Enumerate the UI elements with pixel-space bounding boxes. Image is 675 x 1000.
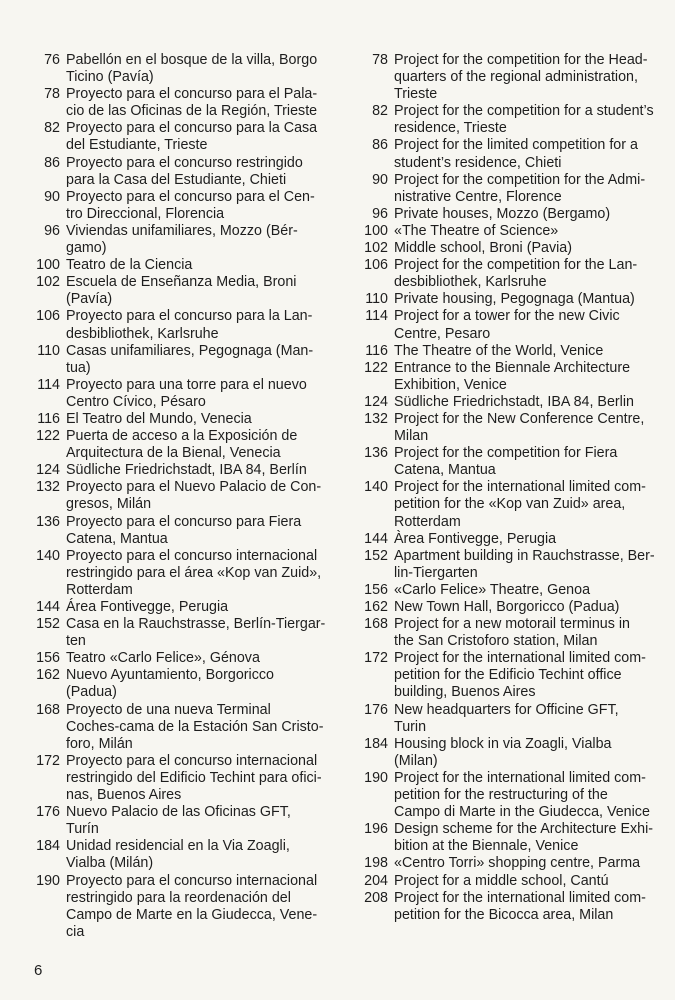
entry-page-number: 110 xyxy=(37,342,60,359)
index-entry xyxy=(350,291,660,308)
entry-title-line: Private housing, Pegognaga (Mantua) xyxy=(394,291,635,308)
entry-title-line: Proyecto para el concurso para la Casa xyxy=(66,120,318,137)
entry-title-line: Project for the competition for a student’s xyxy=(394,103,654,120)
entry-title-line: Proyecto para el concurso para la Lan- xyxy=(66,308,313,325)
entry-title-line: Proyecto para el concurso para el Pala- xyxy=(66,86,318,103)
entry-page-number: 168 xyxy=(36,701,60,718)
entry-title xyxy=(394,343,660,360)
entry-title xyxy=(394,223,660,240)
entry-title-line: Proyecto para el concurso restringido xyxy=(66,154,303,171)
index-entry xyxy=(350,308,660,342)
index-entry xyxy=(22,428,334,462)
entry-title-line: Coches-cama de la Estación San Cristo- xyxy=(66,718,324,735)
entry-page-number: 116 xyxy=(37,410,60,427)
entry-page-number: 114 xyxy=(37,376,60,393)
entry-title-line: Middle school, Broni (Pavia) xyxy=(394,240,572,257)
entry-title-line: Rotterdam xyxy=(394,513,461,530)
entry-title xyxy=(394,855,660,872)
entry-title-line: desbibliothek, Karlsruhe xyxy=(394,274,547,291)
entry-title-line: restringido para la reordenación del xyxy=(66,889,291,906)
index-entry xyxy=(350,411,660,445)
entry-page-number: 152 xyxy=(364,547,388,564)
entry-title-line: Project for the international limited com- xyxy=(394,650,646,667)
entry-title-line: Private houses, Mozzo (Bergamo) xyxy=(394,205,611,222)
entry-title-line: New Town Hall, Borgoricco (Padua) xyxy=(394,599,620,615)
index-entry xyxy=(350,855,660,872)
index-column-spanish xyxy=(22,52,334,941)
entry-title xyxy=(66,548,334,599)
entry-page-number: 168 xyxy=(364,616,388,633)
index-entry xyxy=(22,86,334,120)
entry-page-number: 198 xyxy=(364,855,388,872)
entry-title-line: Apartment building in Rauchstrasse, Ber- xyxy=(394,547,655,564)
entry-page-number: 122 xyxy=(36,428,60,445)
entry-title-line: Unidad residencial en la Via Zoagli, xyxy=(66,838,290,855)
entry-title-line: Project for the international limited com- xyxy=(394,889,646,906)
entry-page-number: 172 xyxy=(36,752,60,769)
entry-title-line: Design scheme for the Architecture Exhi- xyxy=(394,821,654,838)
entry-title-line: petition for the Edificio Techint office xyxy=(394,667,622,684)
entry-title-line: «Carlo Felice» Theatre, Genoa xyxy=(394,581,591,598)
entry-title-line: «Centro Torri» shopping centre, Parma xyxy=(394,855,641,872)
entry-title-line: gamo) xyxy=(66,240,107,257)
entry-title xyxy=(66,257,334,274)
entry-title xyxy=(394,821,660,855)
entry-title xyxy=(394,616,660,650)
entry-title-line: building, Buenos Aires xyxy=(394,684,536,701)
index-entry xyxy=(22,667,334,701)
entry-title-line: (Padua) xyxy=(66,684,117,701)
entry-page-number: 96 xyxy=(372,205,388,222)
entry-page-number: 82 xyxy=(372,103,388,120)
entry-title xyxy=(394,479,660,530)
entry-title-line: nas, Buenos Aires xyxy=(66,787,182,804)
entry-title-line: Catena, Mantua xyxy=(394,462,496,479)
entry-title xyxy=(394,411,660,445)
entry-title-line: gresos, Milán xyxy=(66,496,152,513)
index-entry xyxy=(22,514,334,548)
index-entry xyxy=(22,548,334,599)
entry-page-number: 90 xyxy=(372,171,388,188)
entry-page-number: 114 xyxy=(365,308,388,325)
entry-page-number: 102 xyxy=(364,240,388,257)
entry-title xyxy=(66,52,334,86)
entry-page-number: 106 xyxy=(364,257,388,274)
index-entry xyxy=(350,172,660,206)
index-entry xyxy=(350,599,660,616)
index-entry xyxy=(22,377,334,411)
entry-title xyxy=(66,462,334,479)
entry-title-line: Project for a new motorail terminus in xyxy=(394,616,630,633)
entry-title-line: desbibliothek, Karlsruhe xyxy=(66,325,219,342)
entry-title xyxy=(66,223,334,257)
entry-title xyxy=(66,377,334,411)
entry-title-line: Ticino (Pavía) xyxy=(66,69,154,86)
entry-title-line: lin-Tiergarten xyxy=(394,564,478,581)
entry-title-line: The Theatre of the World, Venice xyxy=(394,342,604,359)
entry-title-line: Entrance to the Biennale Architecture xyxy=(394,359,631,376)
entry-title xyxy=(66,616,334,650)
entry-page-number: 136 xyxy=(36,513,60,530)
index-entry xyxy=(22,223,334,257)
entry-title-line: Proyecto para el concurso internacional xyxy=(66,752,318,769)
entry-page-number: 86 xyxy=(372,137,388,154)
entry-page-number: 136 xyxy=(364,445,388,462)
entry-page-number: 162 xyxy=(36,667,60,684)
entry-title xyxy=(394,445,660,479)
entry-page-number: 144 xyxy=(36,599,60,615)
index-entry xyxy=(350,240,660,257)
entry-title-line: Arquitectura de la Bienal, Venecia xyxy=(66,445,281,462)
entry-page-number: 122 xyxy=(364,359,388,376)
entry-page-number: 132 xyxy=(364,410,388,427)
index-entry xyxy=(22,343,334,377)
entry-title-line: Teatro de la Ciencia xyxy=(66,257,193,274)
entry-title-line: restringido del Edificio Techint para ofici- xyxy=(66,769,322,786)
index-entry xyxy=(350,821,660,855)
index-entry xyxy=(350,343,660,360)
index-entry xyxy=(22,308,334,342)
entry-page-number: 100 xyxy=(364,222,388,239)
entry-page-number: 172 xyxy=(364,650,388,667)
entry-title-line: (Pavía) xyxy=(66,291,113,308)
entry-title xyxy=(66,120,334,154)
entry-title xyxy=(66,702,334,753)
entry-page-number: 102 xyxy=(36,274,60,291)
entry-title-line: Nuevo Palacio de las Oficinas GFT, xyxy=(66,804,291,821)
entry-page-number: 140 xyxy=(364,479,388,496)
index-entry xyxy=(350,873,660,890)
entry-title xyxy=(394,291,660,308)
entry-title xyxy=(66,308,334,342)
entry-title-line: Exhibition, Venice xyxy=(394,376,507,393)
entry-title-line: Catena, Mantua xyxy=(66,530,168,547)
entry-page-number: 184 xyxy=(36,838,60,855)
entry-page-number: 82 xyxy=(44,120,60,137)
entry-title-line: residence, Trieste xyxy=(394,120,507,137)
entry-title xyxy=(66,343,334,377)
entry-title-line: Proyecto para el Nuevo Palacio de Con- xyxy=(66,479,322,496)
entry-title-line: Project for the international limited com- xyxy=(394,479,646,496)
entry-title xyxy=(394,240,660,257)
entry-title-line: Project for a middle school, Cantú xyxy=(394,872,609,889)
entry-title-line: Rotterdam xyxy=(66,581,133,598)
entry-title-line: Casa en la Rauchstrasse, Berlín-Tiergar- xyxy=(66,616,326,633)
index-entry xyxy=(22,753,334,804)
entry-title-line: del Estudiante, Trieste xyxy=(66,137,208,154)
index-entry xyxy=(350,223,660,240)
index-entry xyxy=(350,137,660,171)
entry-title-line: Südliche Friedrichstadt, IBA 84, Berlín xyxy=(66,462,307,479)
entry-title xyxy=(394,308,660,342)
index-entry xyxy=(22,462,334,479)
index-entry xyxy=(22,804,334,838)
entry-page-number: 156 xyxy=(364,581,388,598)
entry-title xyxy=(66,599,334,616)
entry-page-number: 116 xyxy=(365,342,388,359)
index-entry xyxy=(350,736,660,770)
page-number: 6 xyxy=(34,962,43,979)
entry-page-number: 78 xyxy=(372,52,388,68)
entry-title xyxy=(394,702,660,736)
entry-title-line: Milan xyxy=(394,428,429,445)
entry-title-line: Centro Cívico, Pésaro xyxy=(66,393,206,410)
index-entry xyxy=(22,52,334,86)
entry-title-line: Project for the competition for Fiera xyxy=(394,445,618,462)
entry-title-line: tro Direccional, Florencia xyxy=(66,205,225,222)
index-entry xyxy=(22,257,334,274)
entry-page-number: 124 xyxy=(364,393,388,410)
entry-page-number: 152 xyxy=(36,616,60,633)
entry-page-number: 86 xyxy=(44,154,60,171)
entry-title-line: Housing block in via Zoagli, Vialba xyxy=(394,735,612,752)
entry-page-number: 156 xyxy=(36,650,60,667)
entry-title-line: cio de las Oficinas de la Región, Trieste xyxy=(66,103,318,120)
entry-page-number: 132 xyxy=(36,479,60,496)
entry-title xyxy=(394,394,660,411)
index-entry xyxy=(22,838,334,872)
entry-title xyxy=(394,103,660,137)
entry-title-line: Project for a tower for the new Civic xyxy=(394,308,620,325)
entry-title xyxy=(394,650,660,701)
entry-title xyxy=(394,172,660,206)
entry-title xyxy=(394,582,660,599)
entry-title xyxy=(66,411,334,428)
entry-title xyxy=(394,873,660,890)
entry-title xyxy=(394,531,660,548)
entry-title xyxy=(66,873,334,941)
entry-title-line: quarters of the regional administration, xyxy=(394,69,638,86)
entry-title-line: Teatro «Carlo Felice», Génova xyxy=(66,650,260,667)
entry-title-line: Proyecto para el concurso internacional xyxy=(66,547,318,564)
entry-title-line: El Teatro del Mundo, Venecia xyxy=(66,410,252,427)
entry-title xyxy=(66,804,334,838)
entry-title-line: Project for the competition for the Lan- xyxy=(394,257,638,274)
entry-page-number: 78 xyxy=(44,86,60,103)
entry-title-line: restringido para el área «Kop van Zuid», xyxy=(66,564,322,581)
entry-title-line: the San Cristoforo station, Milan xyxy=(394,633,598,650)
entry-title-line: Proyecto para una torre para el nuevo xyxy=(66,376,307,393)
index-entry xyxy=(350,702,660,736)
entry-page-number: 204 xyxy=(364,872,388,889)
index-entry xyxy=(22,650,334,667)
index-entry xyxy=(350,479,660,530)
index-entry xyxy=(22,616,334,650)
entry-title xyxy=(66,838,334,872)
entry-title xyxy=(66,650,334,667)
entry-title-line: (Milan) xyxy=(394,752,438,769)
index-entry xyxy=(22,702,334,753)
entry-title xyxy=(66,274,334,308)
entry-title-line: Centre, Pesaro xyxy=(394,325,491,342)
index-entry xyxy=(350,650,660,701)
entry-title xyxy=(66,428,334,462)
entry-page-number: 176 xyxy=(364,701,388,718)
entry-title-line: Área Fontivegge, Perugia xyxy=(66,599,229,615)
entry-title-line: Campo de Marte en la Giudecca, Vene- xyxy=(66,906,318,923)
entry-page-number: 162 xyxy=(364,599,388,615)
entry-title-line: petition for the Bicocca area, Milan xyxy=(394,906,614,923)
entry-page-number: 110 xyxy=(365,291,388,308)
entry-title-line: Project for the international limited com- xyxy=(394,769,646,786)
index-entry xyxy=(22,274,334,308)
entry-page-number: 100 xyxy=(36,257,60,274)
entry-title xyxy=(394,206,660,223)
index-entry xyxy=(350,445,660,479)
entry-title xyxy=(66,189,334,223)
entry-title-line: Project for the limited competition for a xyxy=(394,137,638,154)
index-entry xyxy=(350,890,660,924)
entry-title-line: nistrative Centre, Florence xyxy=(394,188,562,205)
entry-title xyxy=(66,86,334,120)
entry-title-line: Trieste xyxy=(394,86,438,103)
entry-page-number: 190 xyxy=(364,769,388,786)
entry-page-number: 144 xyxy=(364,530,388,547)
entry-title-line: cia xyxy=(66,923,85,940)
entry-title-line: Proyecto para el concurso para el Cen- xyxy=(66,188,315,205)
index-entry xyxy=(350,770,660,821)
index-entry xyxy=(22,411,334,428)
entry-title-line: bition at the Biennale, Venice xyxy=(394,838,579,855)
entry-title-line: Campo di Marte in the Giudecca, Venice xyxy=(394,804,650,821)
index-entry xyxy=(350,616,660,650)
entry-title xyxy=(394,736,660,770)
index-entry xyxy=(350,582,660,599)
entry-title-line: Àrea Fontivegge, Perugia xyxy=(394,530,557,547)
entry-page-number: 90 xyxy=(44,188,60,205)
entry-title xyxy=(66,753,334,804)
entry-page-number: 196 xyxy=(364,821,388,838)
entry-title-line: Puerta de acceso a la Exposición de xyxy=(66,428,298,445)
entry-title-line: Viviendas unifamiliares, Mozzo (Bér- xyxy=(66,222,298,239)
entry-title xyxy=(66,667,334,701)
entry-title xyxy=(394,137,660,171)
entry-title-line: Escuela de Enseñanza Media, Broni xyxy=(66,274,297,291)
entry-title-line: student’s residence, Chieti xyxy=(394,154,562,171)
entry-page-number: 140 xyxy=(36,547,60,564)
index-entry xyxy=(350,103,660,137)
entry-title-line: Project for the New Conference Centre, xyxy=(394,410,645,427)
index-entry xyxy=(350,394,660,411)
index-entry xyxy=(350,548,660,582)
entry-title-line: petition for the «Kop van Zuid» area, xyxy=(394,496,626,513)
entry-title xyxy=(66,514,334,548)
entry-title-line: Proyecto para el concurso para Fiera xyxy=(66,513,302,530)
entry-title-line: Proyecto para el concurso internacional xyxy=(66,872,318,889)
index-entry xyxy=(22,873,334,941)
entry-title-line: Südliche Friedrichstadt, IBA 84, Berlin xyxy=(394,393,634,410)
index-entry xyxy=(350,257,660,291)
entry-title-line: New headquarters for Officine GFT, xyxy=(394,701,619,718)
entry-title xyxy=(394,360,660,394)
entry-title-line: «The Theatre of Science» xyxy=(394,222,559,239)
index-entry xyxy=(350,52,660,103)
entry-title-line: ten xyxy=(66,633,86,650)
entry-page-number: 106 xyxy=(36,308,60,325)
entry-page-number: 190 xyxy=(36,872,60,889)
entry-title-line: Pabellón en el bosque de la villa, Borgo xyxy=(66,52,318,68)
index-entry xyxy=(350,360,660,394)
entry-title xyxy=(66,155,334,189)
index-entry xyxy=(22,599,334,616)
entry-title-line: Nuevo Ayuntamiento, Borgoricco xyxy=(66,667,274,684)
entry-title-line: petition for the restructuring of the xyxy=(394,787,608,804)
entry-title-line: para la Casa del Estudiante, Chieti xyxy=(66,171,287,188)
entry-title-line: Project for the competition for the Admi- xyxy=(394,171,646,188)
entry-title-line: Vialba (Milán) xyxy=(66,855,154,872)
entry-title-line: tua) xyxy=(66,359,91,376)
entry-page-number: 96 xyxy=(44,222,60,239)
index-entry xyxy=(22,189,334,223)
entry-title xyxy=(394,548,660,582)
index-entry xyxy=(350,531,660,548)
entry-title-line: Proyecto de una nueva Terminal xyxy=(66,701,271,718)
index-entry xyxy=(22,479,334,513)
entry-title-line: Turin xyxy=(394,718,427,735)
entry-title-line: Casas unifamiliares, Pegognaga (Man- xyxy=(66,342,314,359)
entry-title xyxy=(394,257,660,291)
entry-title xyxy=(394,599,660,616)
entry-title xyxy=(394,890,660,924)
entry-title-line: Turín xyxy=(66,821,99,838)
entry-title xyxy=(394,770,660,821)
entry-page-number: 124 xyxy=(36,462,60,479)
index-entry xyxy=(22,155,334,189)
entry-title-line: foro, Milán xyxy=(66,735,133,752)
index-column-english xyxy=(350,52,660,924)
entry-title xyxy=(394,52,660,103)
entry-page-number: 176 xyxy=(36,804,60,821)
entry-title-line: Project for the competition for the Head- xyxy=(394,52,648,68)
index-entry xyxy=(350,206,660,223)
index-entry xyxy=(22,120,334,154)
entry-title xyxy=(66,479,334,513)
entry-page-number: 76 xyxy=(44,52,60,68)
entry-page-number: 184 xyxy=(364,735,388,752)
entry-page-number: 208 xyxy=(364,889,388,906)
